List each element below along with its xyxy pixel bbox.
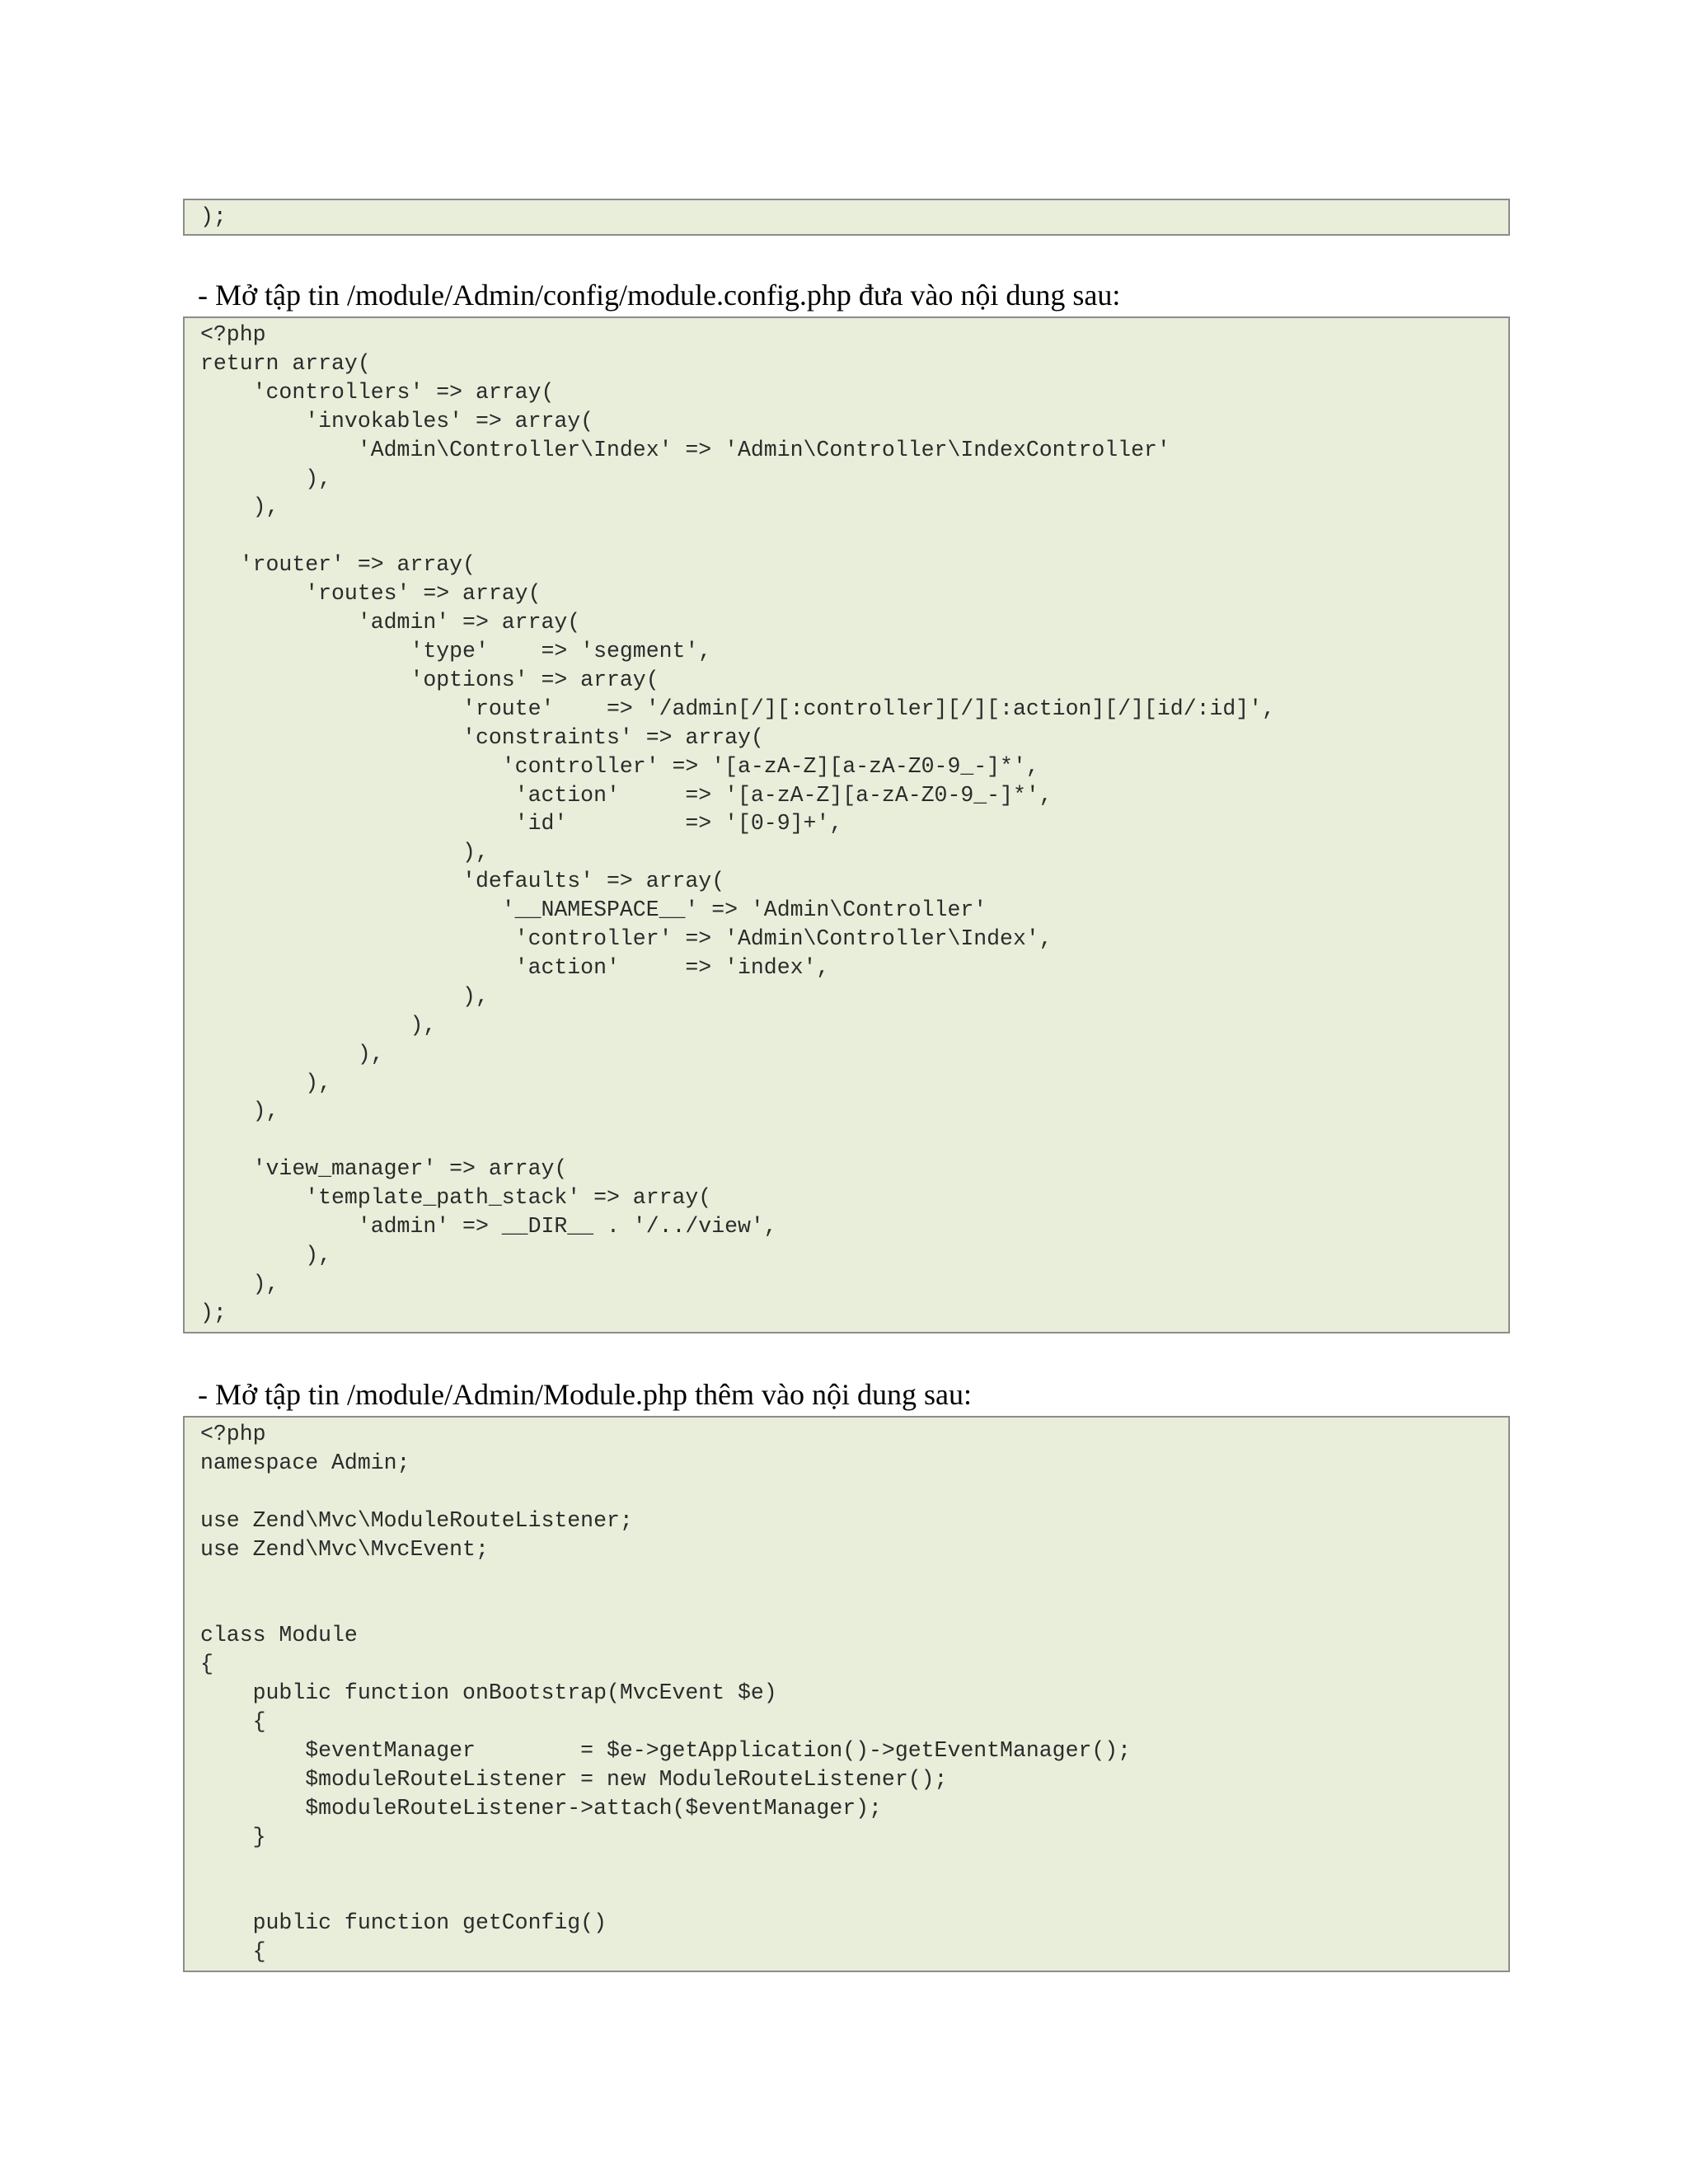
instruction-paragraph-module-php: - Mở tập tin /module/Admin/Module.php thêm vào nội dung sau: xyxy=(198,1378,972,1411)
code-text: <?php return array( 'controllers' => array( 'invokables' => array( 'Admin\Controller\Index' => 'Admin\Controller\IndexController' ), ), 'router' => array( 'routes' => array( 'admin' => array( 'type' => 'segment', 'options' => array( 'route' => '/admin[/][:controller][/][:action][/][id/:id]', 'constraints' => array( 'controller' => '[a-zA-Z][a-zA-Z0-9_-]*', 'action' => '[a-zA-Z][a-zA-Z0-9_-]*', 'id' => '[0-9]+', ), 'defaults' => array( '__NAMESPACE__' => 'Admin\Controller' 'controller' => 'Admin\Controller\Index', 'action' => 'index', ), ), ), ), ), 'view_manager' => array( 'template_path_stack' => array( 'admin' => __DIR__ . '/../view', ), ), ); xyxy=(200,322,1276,1325)
code-block-module-php xyxy=(183,1416,1510,1972)
instruction-paragraph-module-config: - Mở tập tin /module/Admin/config/module.config.php đưa vào nội dung sau: xyxy=(198,279,1121,312)
code-block-module-config xyxy=(183,316,1510,1333)
code-text: ); xyxy=(200,204,227,229)
code-text: <?php namespace Admin; use Zend\Mvc\ModuleRouteListener; use Zend\Mvc\MvcEvent; class Module { public function onBootstrap(MvcEvent $e) { $eventManager = $e->getApplication()->getEventManager(); $moduleRouteListener = new ModuleRouteListener(); $moduleRouteListener->attach($eventManager); } public function getConfig() { xyxy=(200,1422,1132,1965)
code-block-closing xyxy=(183,199,1510,236)
